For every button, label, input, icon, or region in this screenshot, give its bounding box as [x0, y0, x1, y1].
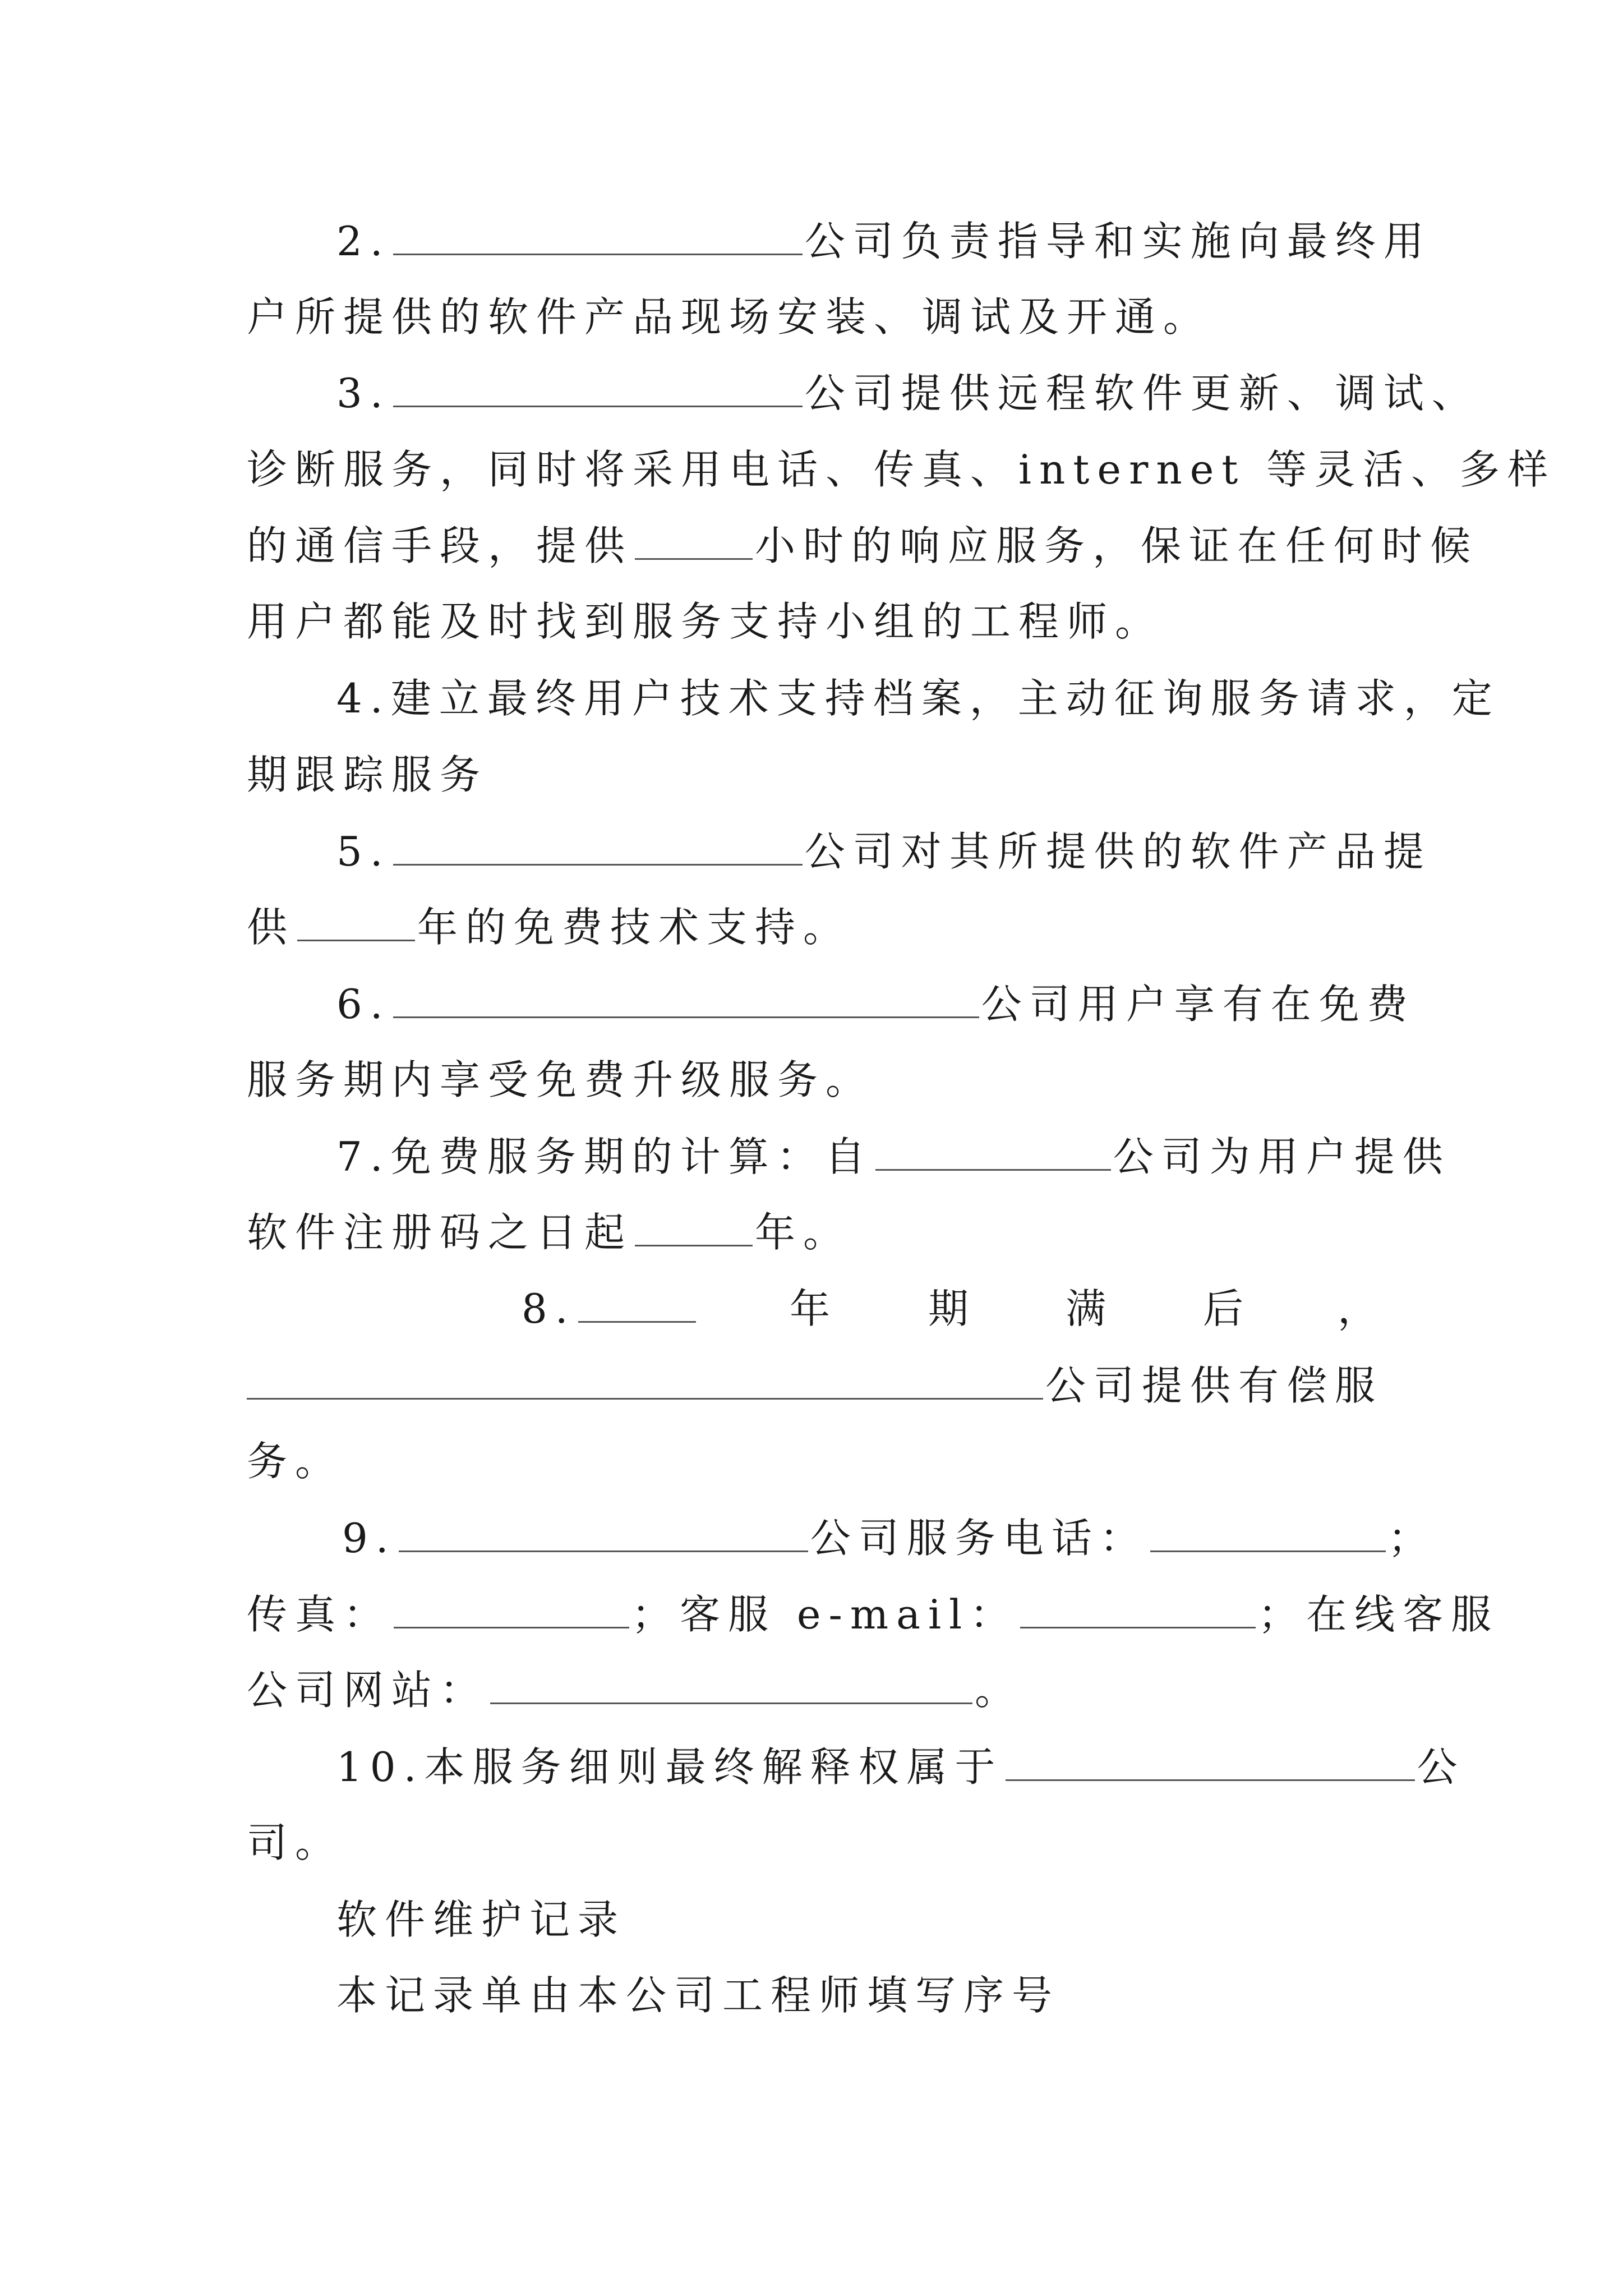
item-8-word-1: 年: [790, 1285, 838, 1332]
period: 。: [975, 1667, 1023, 1714]
company-name-blank[interactable]: [393, 219, 803, 255]
item-6-text-cont: 服务期内享受免费升级服务。: [247, 1056, 874, 1103]
item-7-text-c: 软件注册码之日起: [247, 1209, 633, 1256]
item-10-text-end: 司。: [247, 1819, 344, 1866]
item-9-line-3: [247, 1665, 1023, 1715]
company-name-blank[interactable]: [875, 1134, 1111, 1171]
website-label: 公司网站：: [247, 1667, 488, 1714]
item-8-word-2: 期: [928, 1285, 977, 1332]
fax-blank[interactable]: [394, 1592, 629, 1628]
item-10-text-b: 公: [1417, 1743, 1465, 1791]
item-8-number: 8.: [522, 1285, 576, 1332]
item-7-text-a: 7.免费服务期的计算：自: [336, 1133, 873, 1180]
item-8-line-2: [247, 1360, 1383, 1411]
item-4-line-1: [336, 673, 1500, 724]
item-8-text-end: 务。: [247, 1438, 344, 1485]
item-7-text-b: 公司为用户提供: [1113, 1133, 1451, 1180]
item-6-text: 公司用户享有在免费: [981, 981, 1415, 1028]
item-3-line-1: [336, 368, 1480, 418]
item-3-line-3: [247, 521, 1478, 571]
item-6-line-1: [336, 979, 1415, 1029]
item-4-text: 4.建立最终用户技术支持档案，主动征询服务请求，定: [336, 675, 1500, 722]
email-label: ；客服 e-mail：: [631, 1591, 1018, 1638]
item-2-line-2: [247, 292, 1211, 342]
item-3-text-end: 用户都能及时找到服务支持小组的工程师。: [247, 598, 1164, 645]
email-blank[interactable]: [1020, 1592, 1256, 1628]
item-5-number: 5.: [336, 828, 391, 875]
item-7-line-1: [336, 1131, 1451, 1182]
item-6-line-2: [247, 1055, 874, 1105]
online-service-label: ；在线客服: [1258, 1591, 1500, 1638]
item-8-line-3: [247, 1436, 343, 1487]
item-4-line-2: [247, 749, 488, 800]
item-2-line-1: [336, 216, 1432, 266]
company-name-blank[interactable]: [393, 829, 803, 866]
item-2-text-cont: 户所提供的软件产品现场安装、调试及开通。: [247, 293, 1212, 341]
item-8-line-1: [522, 1283, 698, 1334]
item-3-number: 3.: [336, 370, 391, 417]
item-8-word-4: 后: [1203, 1285, 1252, 1332]
item-8-word-3: 满: [1066, 1285, 1114, 1332]
item-7-text-d: 年。: [755, 1209, 852, 1256]
item-5-text: 公司对其所提供的软件产品提: [804, 828, 1432, 875]
item-3-line-2: [247, 444, 1556, 495]
maintenance-record-note: 本记录单由本公司工程师填写序号: [336, 1972, 1061, 2019]
item-3-line-4: [247, 596, 1163, 647]
years-blank[interactable]: [635, 1210, 753, 1246]
company-name-blank[interactable]: [393, 371, 803, 407]
item-9-line-2: [247, 1589, 1499, 1640]
years-blank[interactable]: [297, 905, 415, 941]
item-2-text: 公司负责指导和实施向最终用: [804, 218, 1432, 265]
company-name-blank[interactable]: [1006, 1745, 1415, 1781]
item-7-line-2: [247, 1207, 851, 1258]
company-name-blank[interactable]: [247, 1363, 1043, 1400]
item-8-text: 公司提供有偿服: [1045, 1362, 1384, 1409]
item-6-number: 6.: [336, 981, 391, 1028]
maintenance-record-title: 软件维护记录: [336, 1896, 626, 1943]
website-blank[interactable]: [490, 1668, 972, 1704]
item-9-line-1: [342, 1513, 1436, 1563]
item-5-line-2: [247, 902, 851, 953]
item-5-text-a: 供: [247, 904, 296, 951]
fax-label: 传真：: [247, 1591, 392, 1638]
separator: ；: [1387, 1515, 1436, 1562]
item-3-text-cont: 诊断服务，同时将采用电话、传真、internet 等灵活、多样: [247, 446, 1556, 493]
item-10-text-a: 10.本服务细则最终解释权属于: [336, 1743, 1003, 1791]
company-name-blank[interactable]: [393, 982, 979, 1018]
hours-blank[interactable]: [635, 523, 753, 560]
item-3-text-a: 的通信手段，提供: [247, 522, 633, 569]
item-3-text: 公司提供远程软件更新、调试、: [804, 370, 1480, 417]
item-5-text-b: 年的免费技术支持。: [417, 904, 852, 951]
item-9-number: 9.: [342, 1515, 396, 1562]
item-2-number: 2.: [336, 218, 391, 265]
years-blank[interactable]: [578, 1286, 696, 1323]
item-5-line-1: [336, 826, 1432, 877]
item-3-text-b: 小时的响应服务，保证在任何时候: [755, 522, 1479, 569]
item-10-line-1: [336, 1742, 1465, 1792]
item-8-comma: ，: [1338, 1285, 1386, 1332]
service-phone-label: 公司服务电话：: [810, 1515, 1148, 1562]
company-name-blank[interactable]: [399, 1516, 808, 1552]
item-4-text-cont: 期跟踪服务: [247, 751, 488, 798]
item-10-line-2: [247, 1818, 343, 1868]
service-phone-blank[interactable]: [1150, 1516, 1386, 1552]
